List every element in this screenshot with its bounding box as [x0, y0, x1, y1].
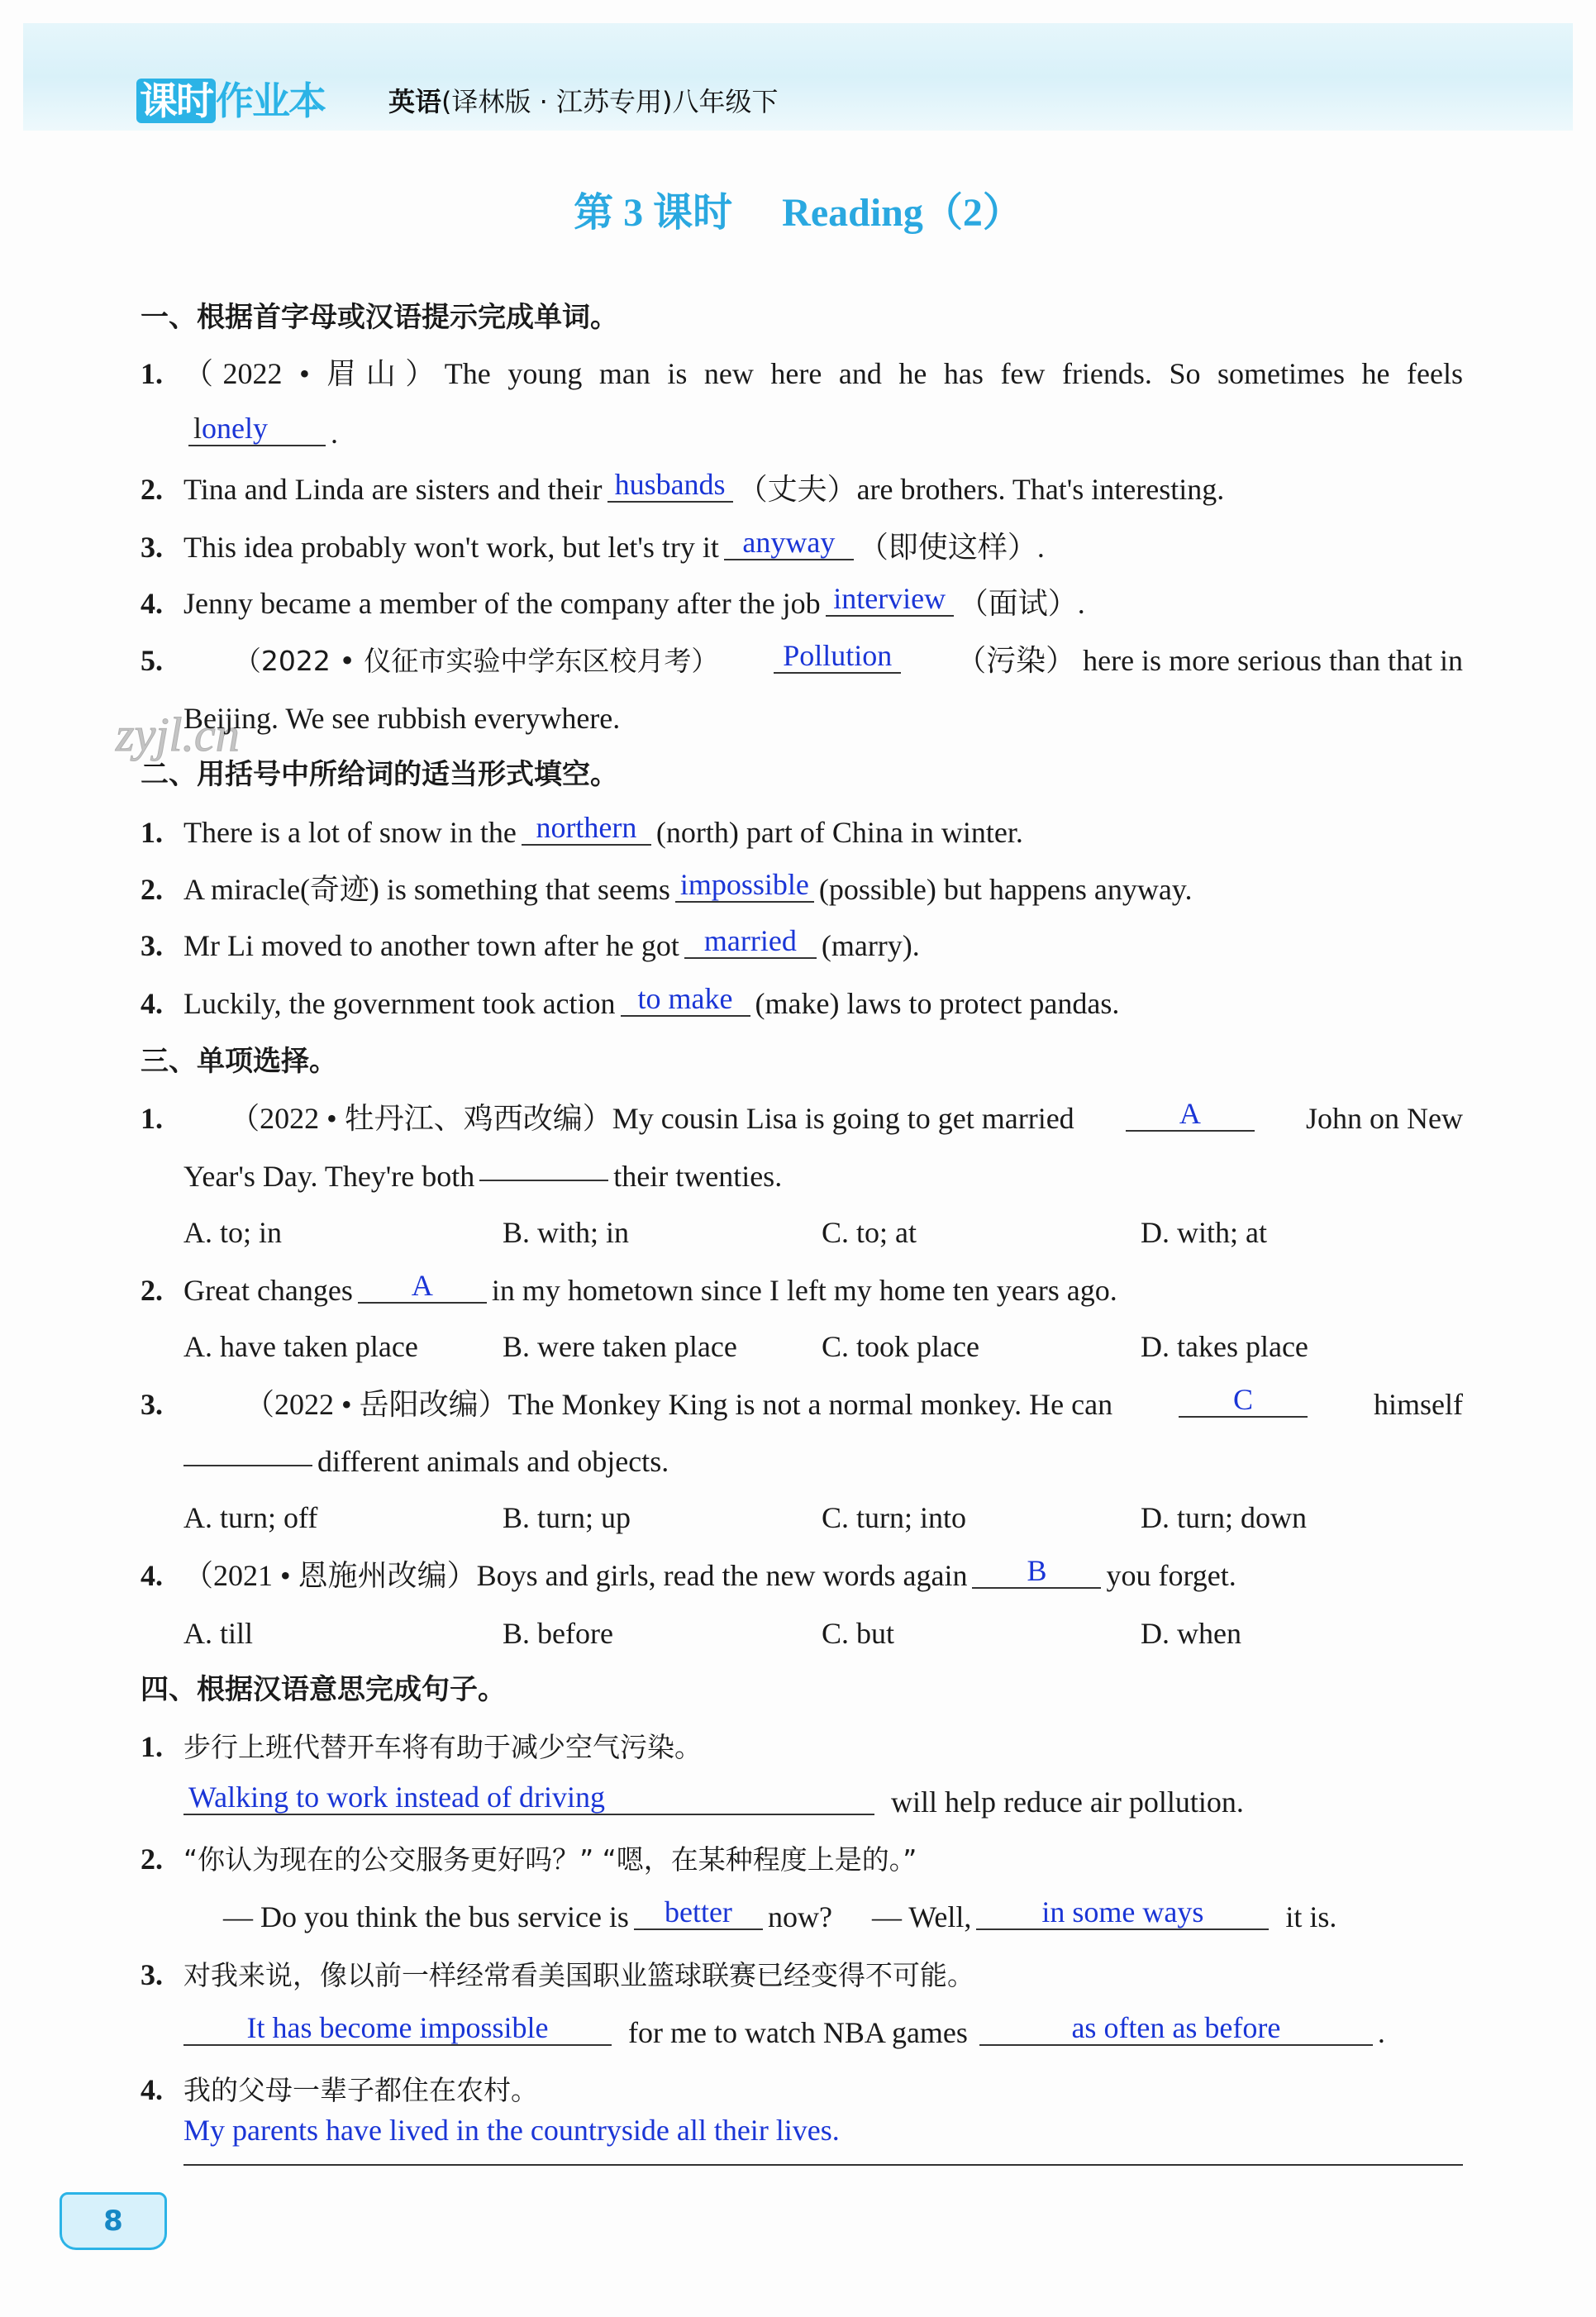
option-c[interactable]: C. but [822, 1617, 895, 1650]
question: 1. （2022 • 牡丹江、鸡西改编）My cousin Lisa is going to get married A John on New [141, 1097, 1463, 1135]
option-a[interactable]: A. have taken place [183, 1330, 418, 1363]
options [183, 1614, 1506, 1653]
answer-blank[interactable]: in some ways [976, 1895, 1269, 1930]
option-b[interactable]: B. before [503, 1617, 613, 1650]
question: 3. （2022 • 岳阳改编）The Monkey King is not a normal monkey. He can C himself [141, 1383, 1463, 1421]
option-a[interactable]: A. to; in [183, 1216, 283, 1249]
question: 2. A miracle(奇迹) is something that seems impossible (possible) but happens anyway. [141, 868, 1193, 906]
option-a[interactable]: A. till [183, 1617, 254, 1650]
option-c[interactable]: C. to; at [822, 1216, 917, 1249]
answer-blank[interactable]: impossible [675, 868, 814, 903]
answer-blank[interactable]: Pollution [774, 639, 901, 674]
lesson-title: 第 3 课时 Reading（2） [574, 191, 1022, 235]
answer-blank[interactable]: anyway [724, 526, 854, 560]
question: 3. Mr Li moved to another town after he got married (marry). [141, 924, 920, 962]
answer-blank[interactable]: A [1126, 1097, 1255, 1132]
section-1-heading: 一、根据首字母或汉语提示完成单词。 [141, 301, 618, 334]
book-subtitle: 英语(译林版 · 江苏专用)八年级下 [388, 86, 779, 117]
option-c[interactable]: C. turn; into [822, 1501, 967, 1534]
question: 4. Jenny became a member of the company after the job interview （面试）. [141, 582, 1085, 620]
answer-blank[interactable]: to make [621, 982, 750, 1017]
answer-blank[interactable]: Walking to work instead of driving [183, 1781, 874, 1815]
question: 1. There is a lot of snow in the northern (north) part of China in winter. [141, 811, 1023, 849]
answer-blank[interactable]: C [1179, 1383, 1308, 1418]
option-d[interactable]: D. when [1141, 1617, 1241, 1650]
question: 1. 步行上班代替开车将有助于减少空气污染。 [141, 1730, 702, 1763]
question: 5. （2022 • 仪征市实验中学东区校月考） Pollution （污染） here is more serious than that in [141, 639, 1463, 677]
section-3-heading: 三、单项选择。 [141, 1045, 337, 1078]
answer-blank[interactable]: It has become impossible [183, 2011, 612, 2046]
brand-logo: 课时作业本 [136, 71, 325, 126]
answer-blank[interactable] [479, 1180, 608, 1181]
question: 1. （2022 • 眉山）The young man is new here and he has few friends. So sometimes he feels [141, 357, 1463, 390]
question: 3. This idea probably won't work, but let's try it anyway （即使这样）. [141, 526, 1045, 564]
question: 2. “你认为现在的公交服务更好吗？” “嗯，在某种程度上是的。” [141, 1843, 917, 1876]
page-number: 8 [60, 2192, 167, 2250]
answer-blank[interactable]: lonely [188, 412, 326, 446]
answer-blank[interactable]: as often as before [979, 2011, 1373, 2046]
options [183, 1213, 1506, 1252]
option-a[interactable]: A. turn; off [183, 1501, 318, 1534]
question: 4. 我的父母一辈子都住在农村。 [141, 2073, 538, 2106]
option-c[interactable]: C. took place [822, 1330, 979, 1363]
option-d[interactable]: D. with; at [1141, 1216, 1267, 1249]
answer-blank[interactable] [183, 1465, 312, 1466]
answer-blank[interactable]: B [972, 1554, 1101, 1589]
answer-blank[interactable]: husbands [607, 468, 733, 503]
answer-blank[interactable]: My parents have lived in the countryside all their lives. [183, 2114, 840, 2147]
answer-blank[interactable]: interview [826, 582, 954, 617]
option-d[interactable]: D. turn; down [1141, 1501, 1307, 1534]
question: 3. 对我来说，像以前一样经常看美国职业篮球联赛已经变得不可能。 [141, 1958, 974, 1991]
answer-blank[interactable]: better [634, 1895, 763, 1930]
question: 4. Luckily, the government took action to make (make) laws to protect pandas. [141, 982, 1120, 1020]
question: 4. （2021 • 恩施州改编）Boys and girls, read the new words again B you forget. [141, 1554, 1236, 1592]
section-2-heading: 二、用括号中所给词的适当形式填空。 [141, 758, 618, 791]
option-b[interactable]: B. turn; up [503, 1501, 631, 1534]
watermark: zyjl.cn [116, 708, 240, 761]
answer-blank[interactable]: northern [522, 811, 651, 846]
option-b[interactable]: B. were taken place [503, 1330, 737, 1363]
question: 2. Great changes A in my hometown since I left my home ten years ago. [141, 1269, 1117, 1307]
answer-blank[interactable]: married [684, 924, 817, 959]
question: 2. Tina and Linda are sisters and their husbands （丈夫）are brothers. That's interesting. [141, 468, 1225, 506]
answer-blank[interactable]: A [358, 1269, 487, 1304]
answer-line [183, 2164, 1463, 2166]
option-d[interactable]: D. takes place [1141, 1330, 1308, 1363]
options [183, 1327, 1506, 1366]
options [183, 1498, 1506, 1538]
option-b[interactable]: B. with; in [503, 1216, 630, 1249]
section-4-heading: 四、根据汉语意思完成句子。 [141, 1673, 506, 1706]
